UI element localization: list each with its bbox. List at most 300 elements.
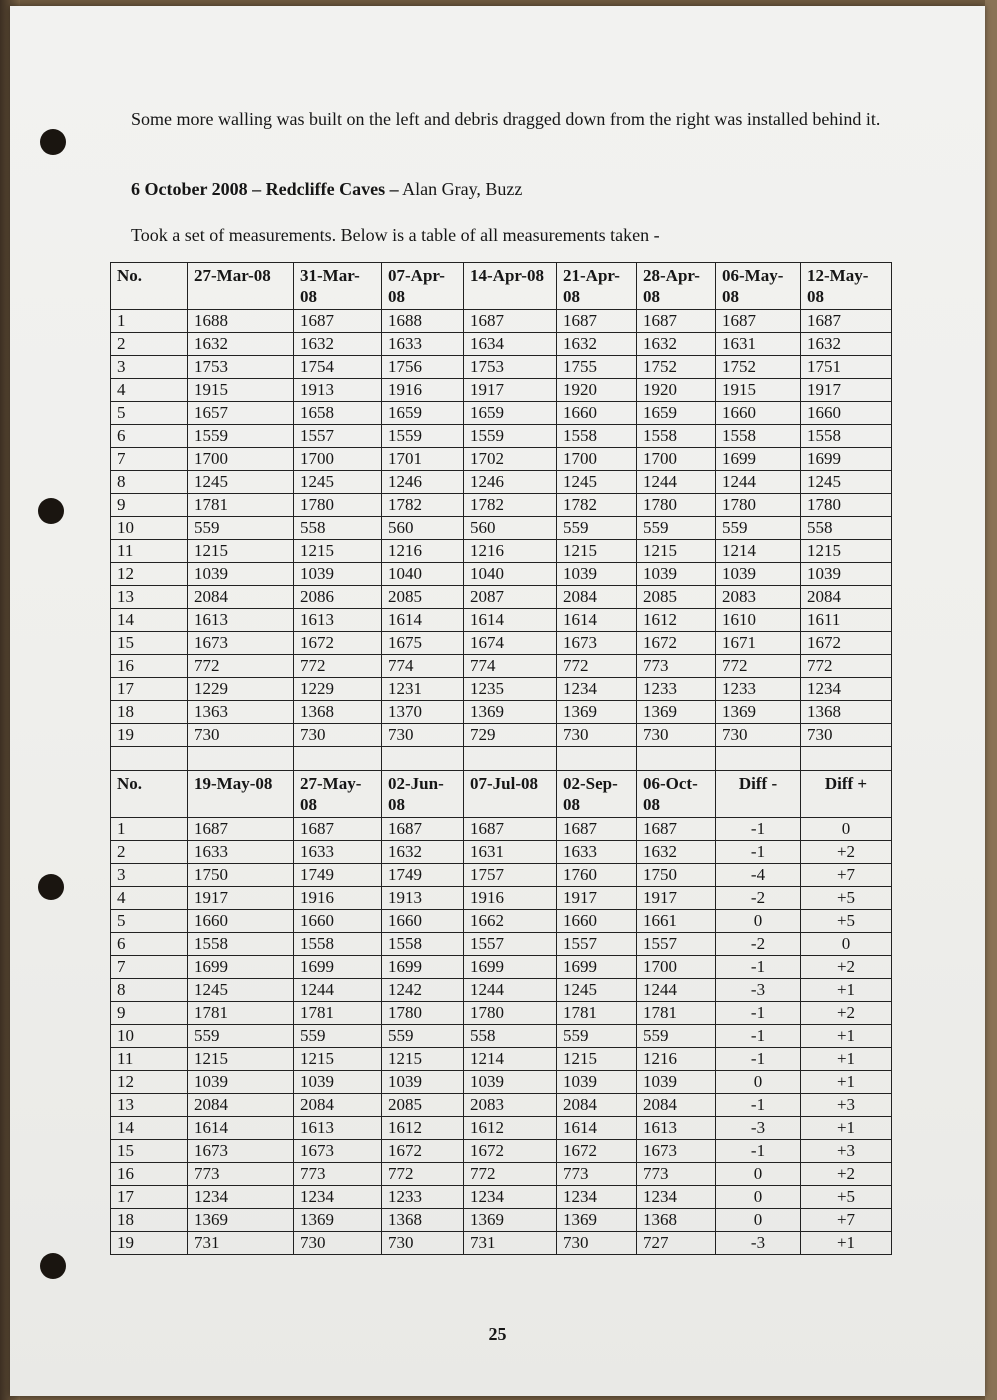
measurement-cell: 1633 xyxy=(557,841,637,864)
measurement-cell: 2084 xyxy=(557,1094,637,1117)
row-number-cell: 6 xyxy=(111,933,188,956)
measurement-cell: 1245 xyxy=(294,471,382,494)
column-header: 14-Apr-08 xyxy=(464,263,557,310)
measurement-cell: +1 xyxy=(801,1117,892,1140)
measurement-cell: 1750 xyxy=(188,864,294,887)
table-row xyxy=(111,818,892,841)
measurement-cell: 1699 xyxy=(801,448,892,471)
row-number-cell: 5 xyxy=(111,910,188,933)
measurement-cell: 1687 xyxy=(294,310,382,333)
measurement-cell: 558 xyxy=(801,517,892,540)
table-row xyxy=(111,864,892,887)
measurement-cell: 727 xyxy=(637,1232,716,1255)
measurement-cell: 1749 xyxy=(294,864,382,887)
row-number-cell: 15 xyxy=(111,632,188,655)
column-header: 12-May-08 xyxy=(801,263,892,310)
measurement-cell: 1558 xyxy=(801,425,892,448)
table-row xyxy=(111,517,892,540)
row-number-cell: 3 xyxy=(111,356,188,379)
table-row xyxy=(111,1209,892,1232)
measurement-cell: 1633 xyxy=(188,841,294,864)
measurement-cell: 558 xyxy=(294,517,382,540)
measurement-cell: 1612 xyxy=(637,609,716,632)
row-number-cell: 14 xyxy=(111,609,188,632)
measurement-cell: 1702 xyxy=(464,448,557,471)
measurement-cell: 1781 xyxy=(294,1002,382,1025)
measurement-cell: 1687 xyxy=(294,818,382,841)
table-row xyxy=(111,1186,892,1209)
measurement-cell: 0 xyxy=(716,1071,801,1094)
measurement-cell: -1 xyxy=(716,1048,801,1071)
measurement-cell: 1614 xyxy=(557,609,637,632)
measurement-cell: 1363 xyxy=(188,701,294,724)
measurement-cell: 1245 xyxy=(188,979,294,1002)
measurement-cell: 1917 xyxy=(801,379,892,402)
measurement-cell: +2 xyxy=(801,841,892,864)
measurement-cell: 1234 xyxy=(464,1186,557,1209)
table-row xyxy=(111,1140,892,1163)
measurement-cell: 1751 xyxy=(801,356,892,379)
column-header: 06-Oct-08 xyxy=(637,771,716,818)
measurement-cell: +1 xyxy=(801,1025,892,1048)
row-number-cell: 16 xyxy=(111,655,188,678)
measurement-cell: 1234 xyxy=(294,1186,382,1209)
measurement-cell: 1631 xyxy=(464,841,557,864)
table-row xyxy=(111,632,892,655)
measurement-cell: 1756 xyxy=(382,356,464,379)
measurement-cell: 1657 xyxy=(188,402,294,425)
row-number-cell: 1 xyxy=(111,310,188,333)
measurement-cell: 1760 xyxy=(557,864,637,887)
measurement-cell: 1039 xyxy=(637,1071,716,1094)
measurement-cell: 1672 xyxy=(294,632,382,655)
row-number-cell: 5 xyxy=(111,402,188,425)
measurement-cell: 1700 xyxy=(637,956,716,979)
measurement-cell: 773 xyxy=(637,1163,716,1186)
measurement-cell: 1215 xyxy=(188,1048,294,1071)
measurement-cell: -2 xyxy=(716,933,801,956)
measurement-cell: 1752 xyxy=(637,356,716,379)
table-row xyxy=(111,1048,892,1071)
measurement-cell: 1781 xyxy=(557,1002,637,1025)
measurement-cell: +5 xyxy=(801,910,892,933)
measurement-cell: 1660 xyxy=(294,910,382,933)
measurement-cell: 1687 xyxy=(464,310,557,333)
measurement-cell: 1780 xyxy=(637,494,716,517)
measurement-cell: 1700 xyxy=(557,448,637,471)
measurement-cell: 1782 xyxy=(382,494,464,517)
measurement-cell: 1234 xyxy=(557,1186,637,1209)
measurement-cell: 1675 xyxy=(382,632,464,655)
table-row xyxy=(111,563,892,586)
measurement-cell: 1614 xyxy=(557,1117,637,1140)
measurement-cell: 1039 xyxy=(557,1071,637,1094)
measurement-cell: 774 xyxy=(464,655,557,678)
measurement-cell: 1039 xyxy=(382,1071,464,1094)
measurement-cell: 772 xyxy=(716,655,801,678)
table-row xyxy=(111,356,892,379)
measurement-cell: 558 xyxy=(464,1025,557,1048)
measurement-cell: 0 xyxy=(801,933,892,956)
intro-paragraph: Some more walling was built on the left and debris dragged down from the right was installed behind it. xyxy=(131,109,881,129)
measurement-cell: +3 xyxy=(801,1140,892,1163)
measurement-cell: 2087 xyxy=(464,586,557,609)
measurement-cell: 772 xyxy=(557,655,637,678)
measurement-cell: +2 xyxy=(801,1163,892,1186)
measurement-cell: 1672 xyxy=(464,1140,557,1163)
row-number-cell: 19 xyxy=(111,1232,188,1255)
measurement-cell: 1659 xyxy=(637,402,716,425)
column-header: 07-Jul-08 xyxy=(464,771,557,818)
table-row xyxy=(111,448,892,471)
measurement-cell: 1614 xyxy=(464,609,557,632)
measurement-cell: 559 xyxy=(188,1025,294,1048)
measurement-cell: 1699 xyxy=(188,956,294,979)
measurement-cell: 730 xyxy=(801,724,892,747)
measurement-cell: 559 xyxy=(557,1025,637,1048)
measurement-cell: 1229 xyxy=(188,678,294,701)
measurement-cell: 1559 xyxy=(464,425,557,448)
measurement-cell: 1557 xyxy=(557,933,637,956)
measurement-cell: 1215 xyxy=(188,540,294,563)
row-number-cell: 4 xyxy=(111,379,188,402)
row-number-cell: 14 xyxy=(111,1117,188,1140)
row-number-cell: 6 xyxy=(111,425,188,448)
measurement-cell: 2083 xyxy=(716,586,801,609)
measurement-cell: 0 xyxy=(801,818,892,841)
table-row xyxy=(111,933,892,956)
measurement-cell: 1917 xyxy=(464,379,557,402)
row-number-cell: 2 xyxy=(111,333,188,356)
row-number-cell: 8 xyxy=(111,471,188,494)
table-spacer xyxy=(111,747,892,771)
column-header: No. xyxy=(111,263,188,310)
measurement-cell: 1244 xyxy=(716,471,801,494)
measurement-cell: 1039 xyxy=(557,563,637,586)
column-header: 31-Mar-08 xyxy=(294,263,382,310)
measurement-cell: 730 xyxy=(557,1232,637,1255)
measurement-cell: 1913 xyxy=(294,379,382,402)
table-row xyxy=(111,678,892,701)
measurement-cell: 559 xyxy=(557,517,637,540)
measurement-cell: +1 xyxy=(801,1048,892,1071)
row-number-cell: 9 xyxy=(111,494,188,517)
measurement-cell: 1920 xyxy=(637,379,716,402)
measurement-cell: 1039 xyxy=(716,563,801,586)
measurement-cell: 772 xyxy=(801,655,892,678)
measurement-cell: 1233 xyxy=(637,678,716,701)
measurement-cell: 1687 xyxy=(801,310,892,333)
measurement-cell: 1214 xyxy=(716,540,801,563)
measurement-cell: 1215 xyxy=(557,540,637,563)
measurement-cell: 1234 xyxy=(637,1186,716,1209)
measurement-cell: 1613 xyxy=(188,609,294,632)
measurement-cell: 1242 xyxy=(382,979,464,1002)
table-row xyxy=(111,1117,892,1140)
measurement-cell: 2084 xyxy=(557,586,637,609)
entry-people: Alan Gray, Buzz xyxy=(398,179,523,199)
measurement-cell: 730 xyxy=(294,724,382,747)
measurement-cell: 2084 xyxy=(294,1094,382,1117)
measurement-cell: 1558 xyxy=(382,933,464,956)
page-number: 25 xyxy=(488,1324,507,1344)
measurement-cell: 1700 xyxy=(637,448,716,471)
measurement-cell: 1559 xyxy=(188,425,294,448)
row-number-cell: 18 xyxy=(111,701,188,724)
measurement-cell: 559 xyxy=(188,517,294,540)
measurement-cell: 1915 xyxy=(716,379,801,402)
measurement-cell: 1610 xyxy=(716,609,801,632)
measurement-cell: 1660 xyxy=(557,910,637,933)
measurement-cell: 1917 xyxy=(188,887,294,910)
table-row xyxy=(111,540,892,563)
table-header-row xyxy=(111,771,892,818)
measurement-cell: 1244 xyxy=(294,979,382,1002)
measurement-cell: 1216 xyxy=(382,540,464,563)
measurement-cell: 1780 xyxy=(464,1002,557,1025)
measurement-cell: 2084 xyxy=(188,1094,294,1117)
table-row xyxy=(111,1071,892,1094)
row-number-cell: 10 xyxy=(111,517,188,540)
column-header: 27-May-08 xyxy=(294,771,382,818)
measurement-cell: 772 xyxy=(188,655,294,678)
table-row xyxy=(111,1163,892,1186)
measurement-cell: 1688 xyxy=(382,310,464,333)
measurement-cell: 559 xyxy=(716,517,801,540)
table-header-row xyxy=(111,263,892,310)
measurement-cell: 1368 xyxy=(294,701,382,724)
measurement-cell: 559 xyxy=(637,1025,716,1048)
measurement-cell: 1631 xyxy=(716,333,801,356)
measurement-cell: 1699 xyxy=(294,956,382,979)
measurement-cell: 1558 xyxy=(557,425,637,448)
measurement-cell: 1245 xyxy=(557,979,637,1002)
column-header: 02-Sep-08 xyxy=(557,771,637,818)
punch-hole xyxy=(40,1253,66,1279)
measurement-cell: 1781 xyxy=(188,1002,294,1025)
measurement-cell: 1673 xyxy=(188,1140,294,1163)
measurement-cell: 2086 xyxy=(294,586,382,609)
measurement-cell: 1701 xyxy=(382,448,464,471)
measurement-cell: 1699 xyxy=(716,448,801,471)
measurement-cell: 1215 xyxy=(637,540,716,563)
measurement-cell: 1246 xyxy=(464,471,557,494)
row-number-cell: 10 xyxy=(111,1025,188,1048)
table-row xyxy=(111,310,892,333)
document-page xyxy=(10,6,985,1396)
measurement-cell: 559 xyxy=(382,1025,464,1048)
measurement-cell: +1 xyxy=(801,979,892,1002)
measurement-cell: 1660 xyxy=(188,910,294,933)
measurement-cell: 1369 xyxy=(716,701,801,724)
measurement-cell: 1368 xyxy=(637,1209,716,1232)
measurement-cell: 1632 xyxy=(382,841,464,864)
measurement-cell: 1246 xyxy=(382,471,464,494)
measurement-cell: 1039 xyxy=(294,563,382,586)
measurement-cell: 1632 xyxy=(637,841,716,864)
measurement-cell: 0 xyxy=(716,910,801,933)
row-number-cell: 3 xyxy=(111,864,188,887)
column-header: 21-Apr-08 xyxy=(557,263,637,310)
measurement-cell: 1613 xyxy=(637,1117,716,1140)
measurement-cell: 773 xyxy=(637,655,716,678)
measurement-cell: 1659 xyxy=(382,402,464,425)
measurement-cell: 1660 xyxy=(716,402,801,425)
punch-hole xyxy=(40,129,66,155)
spacer-row xyxy=(111,747,892,771)
column-header: 06-May-08 xyxy=(716,263,801,310)
column-header: Diff - xyxy=(716,771,801,818)
measurement-cell: 1700 xyxy=(188,448,294,471)
measurement-cell: 730 xyxy=(294,1232,382,1255)
table-row xyxy=(111,586,892,609)
measurement-cell: 1370 xyxy=(382,701,464,724)
measurement-cell: 1662 xyxy=(464,910,557,933)
measurement-cell: 1369 xyxy=(294,1209,382,1232)
measurement-cell: 1780 xyxy=(716,494,801,517)
punch-hole xyxy=(38,874,64,900)
measurement-cell: 1235 xyxy=(464,678,557,701)
measurement-cell: +1 xyxy=(801,1232,892,1255)
measurement-cell: 1750 xyxy=(637,864,716,887)
measurement-cell: +2 xyxy=(801,956,892,979)
measurement-cell: 1039 xyxy=(464,1071,557,1094)
measurement-cell: -2 xyxy=(716,887,801,910)
measurement-cell: 1660 xyxy=(382,910,464,933)
measurement-cell: 0 xyxy=(716,1209,801,1232)
measurement-cell: 1633 xyxy=(382,333,464,356)
measurement-cell: 729 xyxy=(464,724,557,747)
column-header: 07-Apr-08 xyxy=(382,263,464,310)
measurement-cell: 1687 xyxy=(557,310,637,333)
measurement-cell: 1612 xyxy=(464,1117,557,1140)
row-number-cell: 9 xyxy=(111,1002,188,1025)
measurement-cell: 1215 xyxy=(294,540,382,563)
table-row xyxy=(111,1232,892,1255)
measurement-cell: 1558 xyxy=(294,933,382,956)
measurement-cell: 1040 xyxy=(382,563,464,586)
measurement-cell: -4 xyxy=(716,864,801,887)
measurement-cell: 1613 xyxy=(294,1117,382,1140)
measurement-cell: 1687 xyxy=(464,818,557,841)
measurement-cell: 1558 xyxy=(188,933,294,956)
measurement-cell: 2084 xyxy=(637,1094,716,1117)
measurement-cell: 1368 xyxy=(801,701,892,724)
measurement-cell: 1233 xyxy=(382,1186,464,1209)
measurement-cell: 1244 xyxy=(464,979,557,1002)
measurement-cell: 1216 xyxy=(637,1048,716,1071)
column-header: No. xyxy=(111,771,188,818)
measurement-cell: 772 xyxy=(464,1163,557,1186)
row-number-cell: 17 xyxy=(111,678,188,701)
measurement-cell: 1660 xyxy=(557,402,637,425)
measurement-cell: +2 xyxy=(801,1002,892,1025)
row-number-cell: 13 xyxy=(111,1094,188,1117)
row-number-cell: 17 xyxy=(111,1186,188,1209)
column-header: 02-Jun-08 xyxy=(382,771,464,818)
row-number-cell: 19 xyxy=(111,724,188,747)
table-body-first-period xyxy=(111,310,892,747)
measurement-cell: 1369 xyxy=(464,701,557,724)
measurement-cell: -1 xyxy=(716,1140,801,1163)
table-row xyxy=(111,333,892,356)
row-number-cell: 4 xyxy=(111,887,188,910)
entry-heading xyxy=(131,178,921,200)
measurement-cell: 1700 xyxy=(294,448,382,471)
measurement-cell: 1614 xyxy=(382,609,464,632)
row-number-cell: 7 xyxy=(111,448,188,471)
measurement-cell: -3 xyxy=(716,1117,801,1140)
measurement-cell: 1687 xyxy=(637,310,716,333)
measurement-cell: 1559 xyxy=(382,425,464,448)
table-row xyxy=(111,841,892,864)
measurement-cell: 1215 xyxy=(382,1048,464,1071)
measurement-cell: 1369 xyxy=(188,1209,294,1232)
measurement-cell: 730 xyxy=(716,724,801,747)
measurement-cell: 559 xyxy=(637,517,716,540)
table-row xyxy=(111,471,892,494)
measurement-cell: 1672 xyxy=(801,632,892,655)
measurement-cell: 1039 xyxy=(188,563,294,586)
measurement-cell: 1040 xyxy=(464,563,557,586)
measurement-cell: 730 xyxy=(382,1232,464,1255)
row-number-cell: 8 xyxy=(111,979,188,1002)
row-number-cell: 7 xyxy=(111,956,188,979)
measurement-cell: 1245 xyxy=(801,471,892,494)
measurement-cell: 1920 xyxy=(557,379,637,402)
measurement-cell: 1916 xyxy=(294,887,382,910)
measurement-cell: 559 xyxy=(294,1025,382,1048)
measurement-cell: 1632 xyxy=(188,333,294,356)
table-row xyxy=(111,956,892,979)
measurement-cell: -1 xyxy=(716,841,801,864)
measurement-cell: 1687 xyxy=(188,818,294,841)
measurement-cell: 1633 xyxy=(294,841,382,864)
measurement-cell: 2084 xyxy=(801,586,892,609)
measurement-cell: 1917 xyxy=(557,887,637,910)
measurement-cell: 1780 xyxy=(294,494,382,517)
measurement-cell: 1632 xyxy=(557,333,637,356)
measurement-cell: 1917 xyxy=(637,887,716,910)
measurement-cell: 773 xyxy=(188,1163,294,1186)
measurement-cell: 1369 xyxy=(557,1209,637,1232)
measurement-cell: 1674 xyxy=(464,632,557,655)
measurement-cell: 1557 xyxy=(294,425,382,448)
measurement-cell: 0 xyxy=(716,1186,801,1209)
measurement-cell: 1672 xyxy=(382,1140,464,1163)
measurement-cell: 772 xyxy=(382,1163,464,1186)
measurement-cell: 560 xyxy=(382,517,464,540)
measurement-cell: 1369 xyxy=(637,701,716,724)
table-row xyxy=(111,1002,892,1025)
measurement-cell: 1039 xyxy=(637,563,716,586)
column-header: 27-Mar-08 xyxy=(188,263,294,310)
measurement-cell: 2083 xyxy=(464,1094,557,1117)
measurement-cell: 1659 xyxy=(464,402,557,425)
table-row xyxy=(111,425,892,448)
measurement-cell: 1672 xyxy=(637,632,716,655)
table-row xyxy=(111,724,892,747)
row-number-cell: 15 xyxy=(111,1140,188,1163)
measurement-cell: 1244 xyxy=(637,979,716,1002)
measurement-cell: +3 xyxy=(801,1094,892,1117)
table-row xyxy=(111,655,892,678)
measurement-cell: 1699 xyxy=(557,956,637,979)
measurement-cell: 1780 xyxy=(382,1002,464,1025)
measurement-cell: 1780 xyxy=(801,494,892,517)
measurement-cell: 1234 xyxy=(188,1186,294,1209)
measurement-cell: 560 xyxy=(464,517,557,540)
